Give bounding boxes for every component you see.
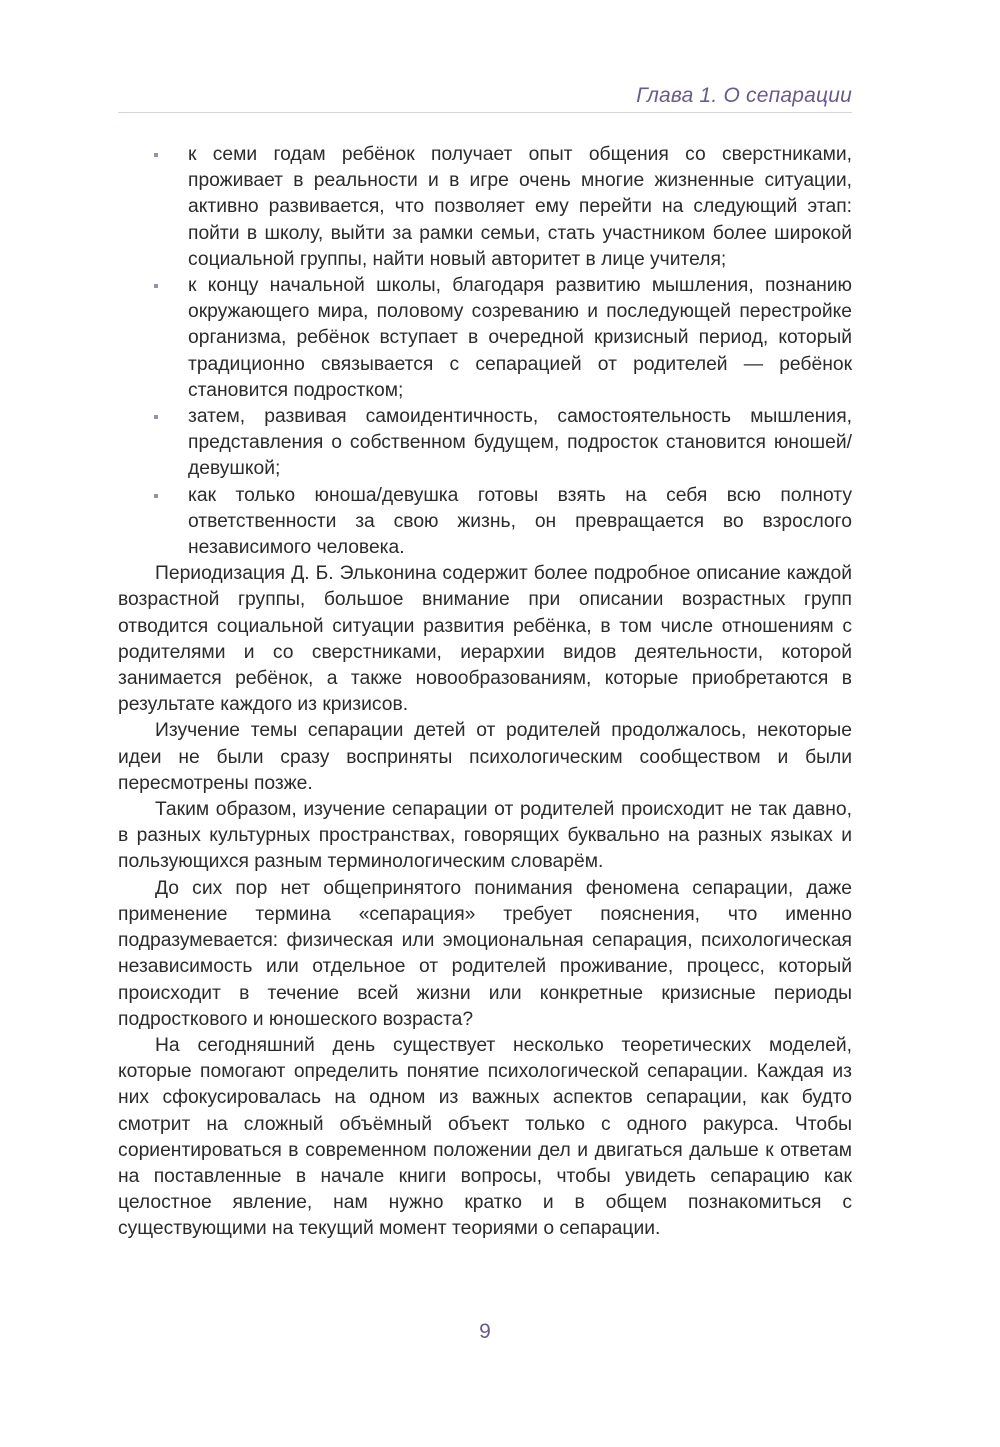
list-item [118,404,852,483]
header-divider [118,112,852,113]
list-item [118,273,852,404]
bullet-icon [154,153,158,157]
paragraph-summary: Таким образом, изучение сепарации от родителей происходит не так давно, в разных культурных пространствах, говорящих буквально на разных языках и пользующихся разным терминологическим словарём. [118,799,852,873]
list-item-text: к концу начальной школы, благодаря развитию мышления, познанию окружающего мира, половому созреванию и последующей перестройке организма, ребёнок вступает в очередной кризисный период, который традиционно связывается с сепарацией от родителей — ребёнок становится подростком; [188,275,852,401]
list-item-text: затем, развивая самоидентичность, самостоятельность мышления, представления о собственном будущем, подросток становится юношей/девушкой; [188,406,852,480]
paragraph-models: На сегодняшний день существует несколько теоретических моделей, которые помогают определить понятие психологической сепарации. Каждая из них сфокусировалась на одном из важных аспектов сепарации, как будто смотрит на сложный объёмный объект только с одного ракурса. Чтобы сориентироваться в современном положении дел и двигаться дальше к ответам на поставленные в начале книги вопросы, чтобы увидеть сепарацию как целостное явление, нам нужно кратко и в общем познакомиться с существующими на текущий момент теориями о сепарации. [118,1034,852,1240]
bullet-icon [154,415,158,419]
list-item-text: как только юноша/девушка готовы взять на себя всю полноту ответственности за свою жизнь, он превращается во взрослого независимого человека. [188,484,852,559]
list-item [118,483,852,562]
list-item-text: к семи годам ребёнок получает опыт общения со сверстниками, проживает в реальности и в игре очень многие жизненные ситуации, активно развивается, что позволяет ему перейти на следующий этап: пойти в школу, выйти за рамки семьи, стать участником более широкой социальной группы, найти новый авторитет в лице учителя; [188,144,852,270]
paragraph-definition: До сих пор нет общепринятого понимания феномена сепарации, даже применение термина «сепарация» требует пояснения, что именно подразумевается: физическая или эмоциональная сепарация, психологическая независимость или отдельное от родителей проживание, процесс, который происходит в течение всей жизни или конкретные кризисные периоды подросткового и юношеского возраста? [118,877,852,1030]
bullet-icon [154,284,158,288]
stage-list [118,142,852,561]
page-body [118,142,852,1243]
running-title: Глава 1. О сепарации [636,84,852,107]
list-item [118,142,852,273]
paragraph-elkonin: Периодизация Д. Б. Эльконина содержит более подробное описание каждой возрастной группы, большое внимание при описании возрастных групп отводится социальной ситуации развития ребёнка, в том числе отношениям с родителями и со сверстниками, иерархии видов деятельности, которой занимается ребёнок, а также новообразованиям, которые приобретаются в результате каждого из кризисов. [118,563,852,716]
paragraph-study: Изучение темы сепарации детей от родителей продолжалось, некоторые идеи не были сразу восприняты психологическим сообществом и были пересмотрены позже. [118,720,852,794]
bullet-icon [154,494,158,498]
page-number: 9 [479,1320,491,1343]
